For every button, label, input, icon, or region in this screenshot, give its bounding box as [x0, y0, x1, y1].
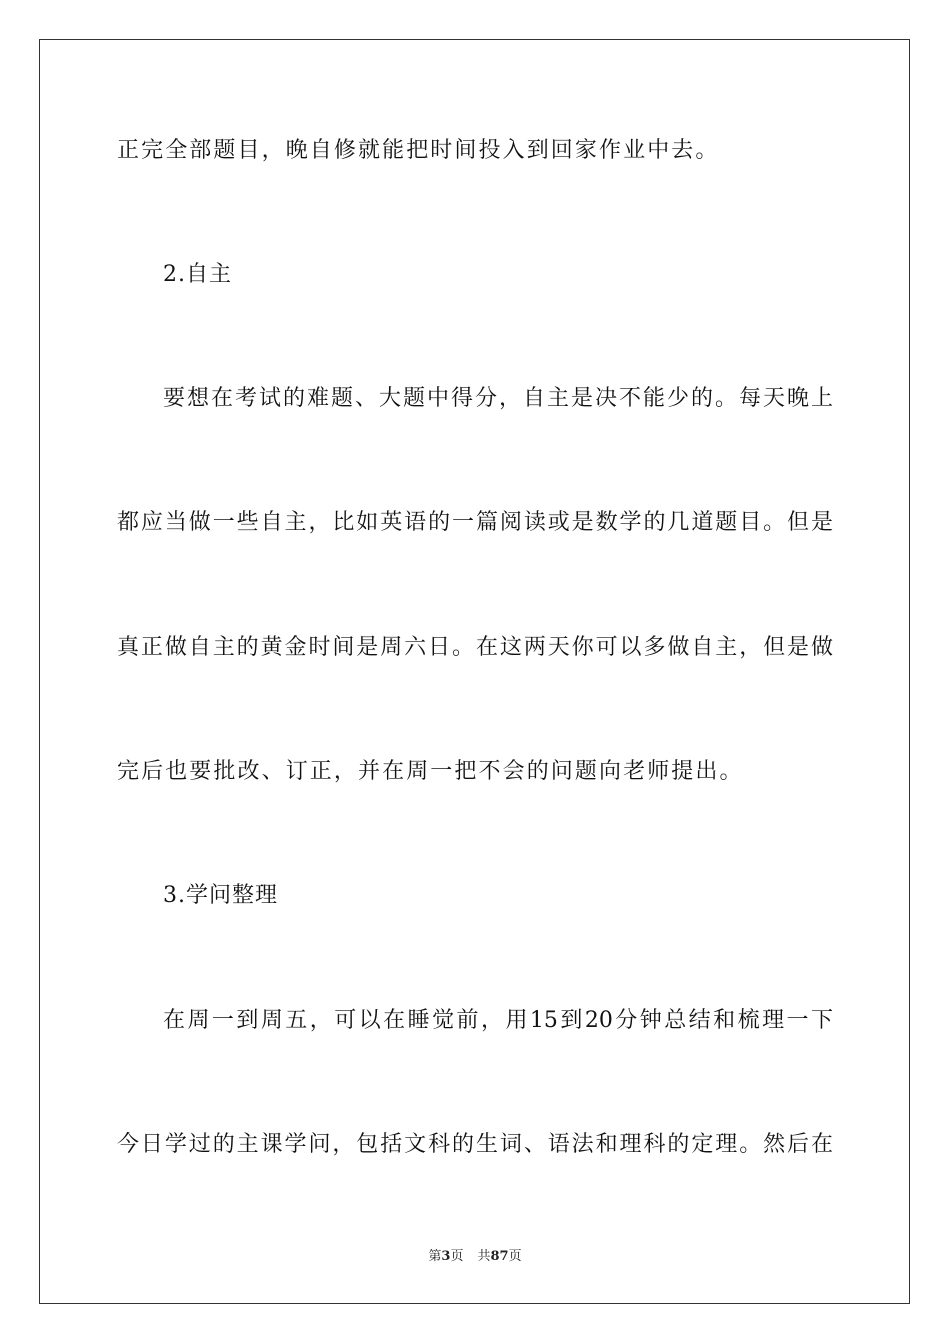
page-footer	[0, 1248, 950, 1266]
section-heading-2: 2.自主	[163, 262, 232, 287]
page-number: 3	[441, 1249, 451, 1264]
page-suffix: 页	[450, 1249, 464, 1264]
body-line-7: 今日学过的主课学问，包括文科的生词、语法和理科的定理。然后在	[117, 1132, 833, 1157]
total-suffix: 页	[508, 1249, 522, 1264]
total-prefix: 共	[477, 1249, 491, 1264]
body-line-2: 要想在考试的难题、大题中得分，自主是决不能少的。每天晚上	[163, 386, 833, 411]
body-line-4: 真正做自主的黄金时间是周六日。在这两天你可以多做自主，但是做	[117, 635, 833, 660]
section-heading-3: 3.学问整理	[163, 883, 278, 908]
page-prefix: 第	[428, 1249, 442, 1264]
body-line-5: 完后也要批改、订正，并在周一把不会的问题向老师提出。	[117, 759, 744, 784]
body-line-1: 正完全部题目，晚自修就能把时间投入到回家作业中去。	[117, 138, 720, 163]
total-pages: 87	[490, 1249, 509, 1264]
body-line-6: 在周一到周五，可以在睡觉前，用15到20分钟总结和梳理一下	[163, 1008, 833, 1033]
body-line-3: 都应当做一些自主，比如英语的一篇阅读或是数学的几道题目。但是	[117, 510, 833, 535]
page-border	[39, 39, 910, 1304]
